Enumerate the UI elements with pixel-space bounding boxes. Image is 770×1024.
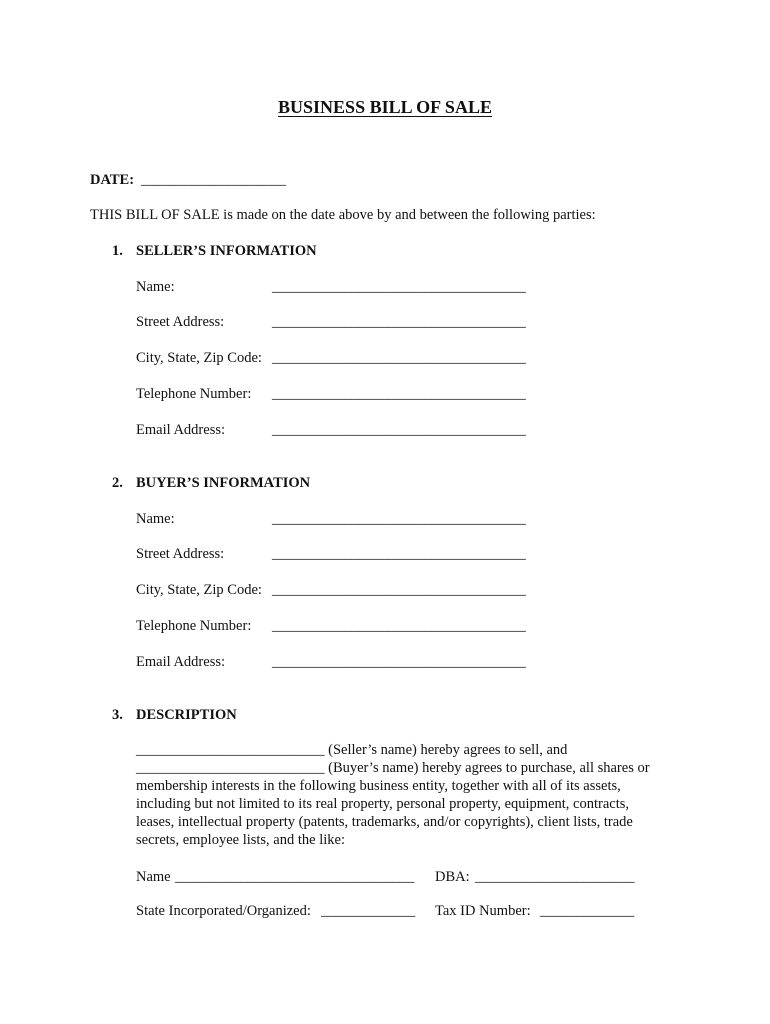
buyer-city-label: City, State, Zip Code: [136,582,262,598]
seller-email-field[interactable]: ___________________________________ [272,422,526,438]
state-incorporated-field[interactable]: _____________ [321,903,416,919]
dba-field[interactable]: ______________________ [475,869,635,885]
intro-text: THIS BILL OF SALE is made on the date above by and between the following parties: [90,207,596,223]
section-heading-description: DESCRIPTION [136,707,237,723]
description-line: membership interests in the following business entity, together with all of its assets, [136,778,621,794]
entity-name-field[interactable]: _________________________________ [175,869,415,885]
buyer-city-field[interactable]: ___________________________________ [272,582,526,598]
seller-street-label: Street Address: [136,314,225,330]
buyer-email-field[interactable]: ___________________________________ [272,654,526,670]
seller-email-label: Email Address: [136,422,226,438]
description-line: secrets, employee lists, and the like: [136,832,345,848]
document-title: BUSINESS BILL OF SALE [278,97,492,117]
seller-phone-label: Telephone Number: [136,386,252,402]
section-number: 2. [112,475,123,491]
dba-label: DBA: [435,869,470,885]
section-heading-buyer: BUYER’S INFORMATION [136,475,311,491]
state-incorporated-label: State Incorporated/Organized: [136,903,311,919]
seller-name-field[interactable]: ___________________________________ [272,279,526,295]
buyer-email-label: Email Address: [136,654,226,670]
description-line[interactable]: __________________________ (Seller’s name) hereby agrees to sell, and [136,742,568,758]
date-field[interactable]: ____________________ [141,172,286,188]
buyer-name-label: Name: [136,511,175,527]
buyer-phone-label: Telephone Number: [136,618,252,634]
buyer-street-label: Street Address: [136,546,225,562]
seller-name-label: Name: [136,279,175,295]
buyer-phone-field[interactable]: ___________________________________ [272,618,526,634]
seller-city-label: City, State, Zip Code: [136,350,262,366]
description-line: including but not limited to its real property, personal property, equipment, contracts, [136,796,630,812]
section-number: 1. [112,243,123,259]
seller-street-field[interactable]: ___________________________________ [272,314,526,330]
entity-name-label: Name [136,869,171,885]
buyer-street-field[interactable]: ___________________________________ [272,546,526,562]
date-label: DATE: [90,172,135,188]
tax-id-field[interactable]: _____________ [540,903,635,919]
buyer-name-field[interactable]: ___________________________________ [272,511,526,527]
tax-id-label: Tax ID Number: [435,903,531,919]
description-line: leases, intellectual property (patents, trademarks, and/or copyrights), client lists, trade [136,814,633,830]
seller-phone-field[interactable]: ___________________________________ [272,386,526,402]
seller-city-field[interactable]: ___________________________________ [272,350,526,366]
section-number: 3. [112,707,123,723]
description-line[interactable]: __________________________ (Buyer’s name) hereby agrees to purchase, all shares or [136,760,650,776]
section-heading-seller: SELLER’S INFORMATION [136,243,317,259]
